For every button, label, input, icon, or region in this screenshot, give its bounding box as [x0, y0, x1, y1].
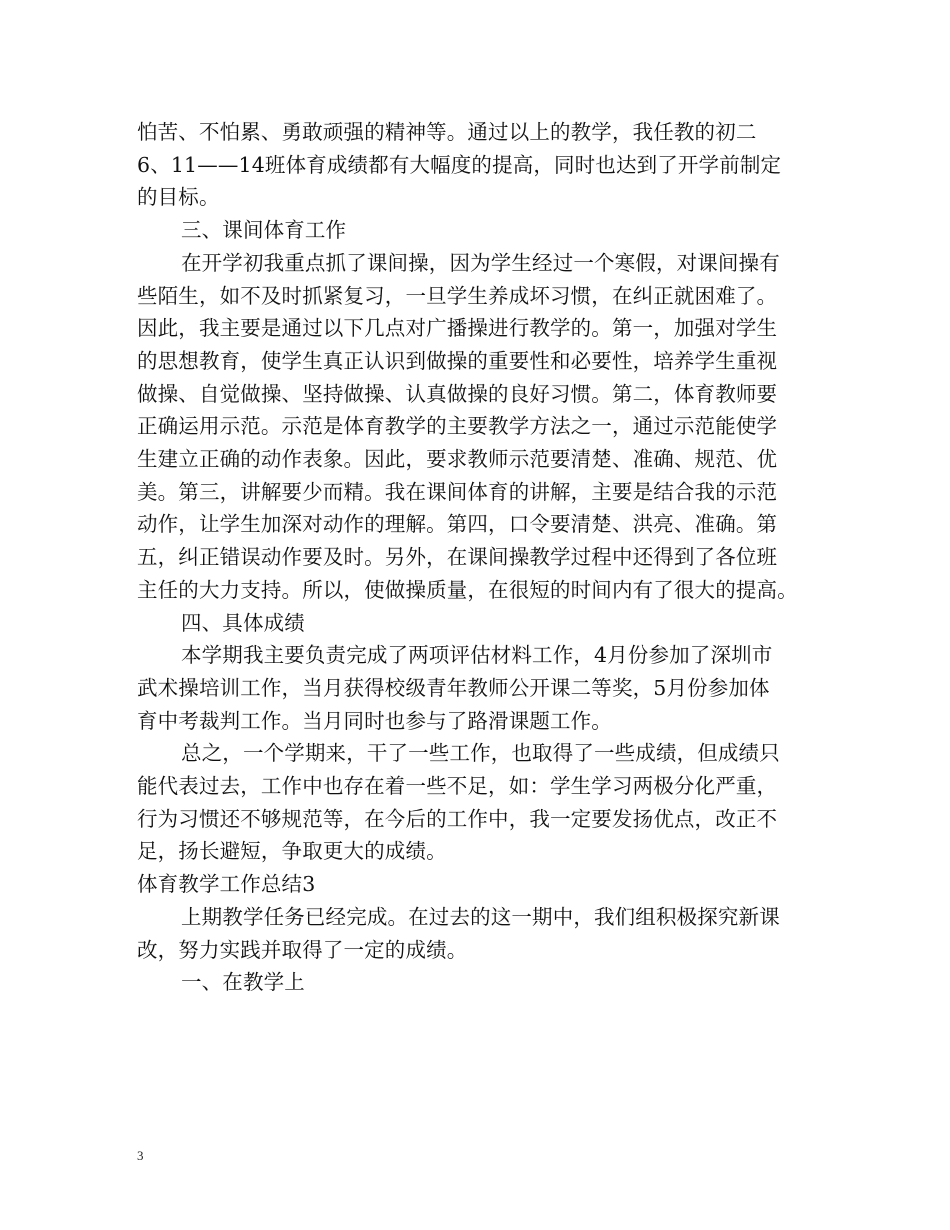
text-line: 动作，让学生加深对动作的理解。第四，口令要清楚、洪亮、准确。第	[137, 512, 778, 537]
paragraph-start-line: 本学期我主要负责完成了两项评估材料工作，4月份参加了深圳市	[181, 643, 773, 668]
text-line: 改，努力实践并取得了一定的成绩。	[137, 937, 468, 962]
page-number: 3	[137, 1148, 144, 1163]
text-line: 行为习惯还不够规范等，在今后的工作中，我一定要发扬优点，改正不	[137, 806, 778, 831]
document-body	[137, 116, 827, 999]
text-line: 武术操培训工作，当月获得校级青年教师公开课二等奖，5月份参加体	[137, 675, 770, 700]
text-line: 些陌生，如不及时抓紧复习，一旦学生养成坏习惯，在纠正就困难了。	[137, 283, 778, 308]
paragraph-start-line: 总之，一个学期来，干了一些工作，也取得了一些成绩，但成绩只	[181, 741, 780, 766]
text-line: 正确运用示范。示范是体育教学的主要教学方法之一，通过示范能使学	[137, 414, 778, 439]
section-heading: 三、课间体育工作	[181, 218, 347, 243]
text-line: 怕苦、不怕累、勇敢顽强的精神等。通过以上的教学，我任教的初二	[137, 120, 757, 144]
text-line: 主任的大力支持。所以，使做操质量，在很短的时间内有了很大的提高。	[137, 577, 798, 602]
text-line: 6、11——14班体育成绩都有大幅度的提高，同时也达到了开学前制定	[137, 152, 782, 177]
text-line: 能代表过去，工作中也存在着一些不足，如：学生学习两极分化严重，	[137, 774, 778, 799]
text-line: 五，纠正错误动作要及时。另外，在课间操教学过程中还得到了各位班	[137, 545, 778, 570]
text-line: 足，扬长避短，争取更大的成绩。	[137, 839, 447, 864]
paragraph-start-line: 在开学初我重点抓了课间操，因为学生经过一个寒假，对课间操有	[181, 250, 780, 275]
text-line: 生建立正确的动作表象。因此，要求教师示范要清楚、准确、规范、优	[137, 447, 778, 472]
section-heading: 一、在教学上	[181, 970, 305, 995]
paragraph-start-line: 上期教学任务已经完成。在过去的这一期中，我们组积极探究新课	[181, 904, 780, 929]
text-line: 做操、自觉做操、坚持做操、认真做操的良好习惯。第二，体育教师要	[137, 381, 778, 406]
document-title: 体育教学工作总结3	[137, 872, 316, 897]
text-line: 因此，我主要是通过以下几点对广播操进行教学的。第一，加强对学生	[137, 316, 778, 341]
text-line: 的思想教育，使学生真正认识到做操的重要性和必要性，培养学生重视	[137, 348, 778, 373]
text-line: 美。第三，讲解要少而精。我在课间体育的讲解，主要是结合我的示范	[137, 479, 778, 504]
text-line: 育中考裁判工作。当月同时也参与了路滑课题工作。	[137, 708, 612, 733]
text-line: 的目标。	[137, 185, 220, 210]
section-heading: 四、具体成绩	[181, 610, 305, 635]
